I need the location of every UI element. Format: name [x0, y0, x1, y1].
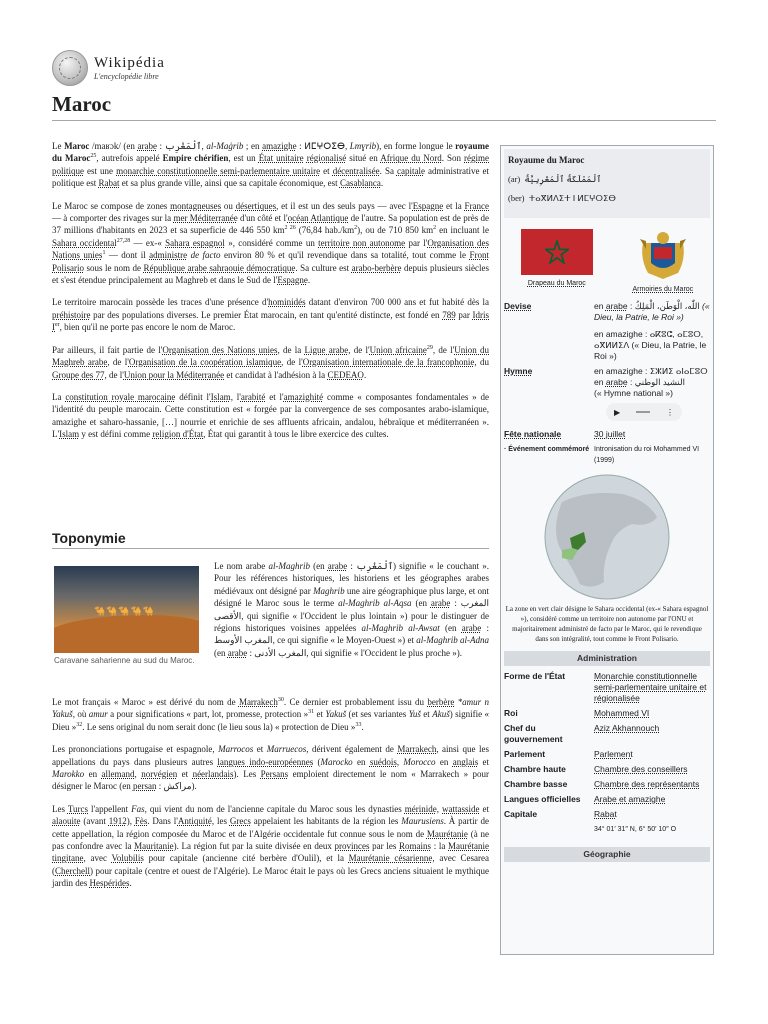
article-link[interactable]: 789: [442, 309, 456, 320]
article-link[interactable]: arabe: [430, 598, 451, 609]
volume-slider[interactable]: [636, 411, 650, 413]
infobox-row-label: Roi: [504, 708, 518, 718]
infobox-row: [501, 721, 713, 747]
article-link[interactable]: Maurétanie césarienne: [348, 853, 433, 864]
article-link[interactable]: amazighe: [262, 141, 297, 151]
wikipedia-logo[interactable]: [52, 50, 165, 86]
article-link[interactable]: persan: [132, 781, 157, 792]
article-link[interactable]: Marrakech: [238, 697, 278, 707]
article-link[interactable]: monarchie constitutionnelle semi-parlementaire unitaire: [116, 165, 321, 176]
coat-figure[interactable]: [632, 229, 693, 295]
article-link[interactable]: Antiquité: [177, 816, 212, 827]
article-link[interactable]: administre: [149, 250, 188, 261]
intro-paragraph-5: La constitution royale marocaine définit l'Islam, l'arabité et l'amazighité comme « composantes fondamentales » de l'identité du peuple marocain. Cette constitution est « forgée par la convergence de ses composantes arabo-islamique, amazighe et saharo-hassanie, […] nourrie et enrichie de ses affluents africain, andalou, hébraïque et méditerranéen ». L'Islam y est défini comme religion d'État, État qui garantit à tous le libre exercice des cultes.: [52, 391, 489, 440]
intro-section: [52, 140, 489, 451]
infobox-row-value[interactable]: Chambre des conseillers: [594, 764, 688, 774]
toponymie-paragraph-3: Les prononciations portugaise et espagnole, Marrocos et Marruecos, dérivent également de Marrakech, ainsi que les appellations du pays dans plusieurs autres langues indo-européennes (Marocko en suédois, Morocco en anglais et Marokko en allemand, norvégien et néerlandais). Les Persans emploient directement le nom « Marrakech » pour désigner le Maroc (en persan : مراکش).: [52, 744, 490, 792]
infobox-header: [504, 149, 710, 218]
devise-arabic-link[interactable]: arabe: [605, 301, 628, 311]
section-divider: [52, 548, 489, 549]
hymne-row: [501, 364, 713, 427]
fete-value[interactable]: 30 juillet: [594, 429, 626, 439]
article-link[interactable]: Espagne: [277, 275, 308, 286]
article-link[interactable]: Islam: [59, 429, 80, 440]
title-divider: [52, 120, 716, 121]
infobox-row-label: Capitale: [504, 809, 538, 819]
article-link[interactable]: Grecs: [229, 816, 251, 827]
hymne-berber: en amazighe : ⵉⵣⵍⵉ ⴰⵏⴰⵎⵓⵔ: [594, 366, 708, 376]
article-link[interactable]: océan Atlantique: [287, 213, 349, 224]
article-link[interactable]: Maurétanie tingitane: [52, 841, 490, 864]
article-link[interactable]: Persans: [260, 769, 289, 780]
toponymie-paragraph-1-block: [214, 560, 489, 659]
article-link[interactable]: Cherchell: [55, 865, 90, 876]
article-link[interactable]: Romains: [399, 841, 432, 852]
devise-arabic: en arabe : اللّٰه، الْوَطَن، الْمَلِكُ (« Dieu, la Patrie, le Roi »): [594, 301, 710, 322]
hymne-arabic: en arabe : النشيد الوطني: [594, 377, 685, 387]
coat-of-arms-icon[interactable]: [638, 229, 688, 281]
infobox-country-name: Royaume du Maroc: [508, 155, 585, 165]
article-link[interactable]: Islam: [210, 391, 231, 402]
article-link[interactable]: Afrique du Nord: [380, 153, 442, 164]
article-link[interactable]: Rabat: [98, 178, 120, 189]
article-link[interactable]: Volubilis: [111, 853, 144, 864]
hymne-label[interactable]: Hymne: [504, 366, 533, 376]
flag-caption[interactable]: Drapeau du Maroc: [527, 280, 586, 287]
article-link[interactable]: Organisation de la coopération islamique: [128, 357, 282, 368]
article-link[interactable]: Casablanca: [339, 178, 381, 189]
flag-image[interactable]: [521, 229, 593, 275]
coordinates[interactable]: 34° 01′ 31″ N, 6° 50′ 10″ O: [594, 826, 677, 833]
article-link[interactable]: arabe: [327, 561, 348, 571]
article-link[interactable]: arabe: [137, 141, 157, 151]
infobox-row-label: Langues officielles: [504, 794, 581, 804]
reference-marker[interactable]: 25: [90, 153, 97, 160]
article-link[interactable]: norvégien: [141, 769, 178, 780]
section-heading-toponymie: Toponymie: [52, 530, 126, 546]
infobox-row-value[interactable]: Aziz Akhannouch: [594, 723, 660, 733]
article-link[interactable]: anglais: [452, 756, 479, 767]
page-title: Maroc: [52, 92, 112, 116]
intro-paragraph-3: Le territoire marocain possède les traces d'une présence d'hominidés datant d'environ 700 000 ans et fut habité dès la préhistoire par des populations diverses. Le premier État marocain, en tant qu'entité distincte, est fondé en 789 par Idris Ier, bien qu'il ne porte pas encore le nom de Maroc.: [52, 297, 489, 333]
infobox-row-label: Chambre basse: [504, 779, 568, 789]
infobox-row-value[interactable]: Rabat: [594, 809, 617, 819]
camel-caravan-icon: 🐪🐪🐪🐪🐪: [94, 606, 156, 616]
toponymie-section: [52, 696, 489, 900]
reference-marker[interactable]: er: [55, 322, 60, 329]
pentagram-icon: [545, 240, 569, 264]
evenement-label: · Événement commémoré: [504, 446, 590, 453]
article-link[interactable]: montagneuses: [170, 200, 222, 211]
article-link[interactable]: religion d'État: [152, 429, 204, 440]
coat-caption[interactable]: Armoiries du Maroc: [632, 286, 694, 293]
article-link[interactable]: berbère: [427, 697, 455, 707]
article-link[interactable]: Organisation internationale de la francophonie: [302, 357, 475, 368]
article-link[interactable]: amazighité: [283, 391, 324, 402]
hymne-arabic-link[interactable]: arabe: [605, 377, 628, 387]
article-link[interactable]: République arabe sahraouie démocratique: [143, 262, 296, 273]
article-link[interactable]: mer Méditerranée: [173, 213, 238, 224]
infobox-row-value[interactable]: Parlement: [594, 749, 633, 759]
article-link[interactable]: régime politique: [52, 153, 489, 176]
evenement-row: [501, 442, 713, 468]
article-link[interactable]: Marrakech: [397, 744, 437, 755]
infobox-row: [501, 807, 713, 822]
intro-paragraph-2: Le Maroc se compose de zones montagneuses ou désertiques, et il est un des seuls pays — avec l'Espagne et la France — à comporter des rivages sur la mer Méditerranée d'un côté et l'océan Atlantique de l'autre. Sa population est de près de 37 millions d'habitants en 2023 et sa superficie de 446 550 $km^{2 26}$ (76,84 $hab./km^2$), ou de 710 850 $km^2$ en incluant le Sahara occidental$^{27,28}$ — ex-« Sahara espagnol », considéré comme un territoire non autonome par l'Organisation des Nations unies$^1$ — dont il administre de facto environ 80 % et qu'il revendique dans sa totalité, tout comme le Front Polisario sous le nom de République arabe sahraouie démocratique. Sa culture est arabo-berbère depuis plusieurs siècles et s'est étendue principalement au Maghreb et dans le Sud de l'Espagne.: [52, 200, 490, 286]
reference-marker[interactable]: 1: [102, 250, 106, 257]
infobox-row: [501, 762, 713, 777]
article-link[interactable]: Front Polisario: [52, 250, 489, 273]
article-link[interactable]: néerlandais: [192, 769, 234, 780]
reference-marker[interactable]: 27,28: [116, 237, 131, 244]
article-link[interactable]: allemand: [101, 769, 135, 780]
fete-row: [501, 427, 713, 442]
infobox-row-value[interactable]: Arabe et amazighe: [594, 794, 666, 804]
toponymie-paragraph-4: Les Turcs l'appellent Fas, qui vient du nom de l'ancienne capitale du Maroc sous les dynasties mérinide, wattasside et alaouite (avant 1912), Fès. Dans l'Antiquité, les Grecs appelaient les habitants de la région les Maurusiens. À partir de cette appellation, la région composée du Maroc et de l'Algérie occidentale fut connue sous le nom de Maurétanie (à ne pas confondre avec la Mauritanie). La région fut par la suite divisée en deux provinces par les Romains : la Maurétanie tingitane, avec Volubilis pour capitale (ancienne cité berbère d'Oulil), et la Maurétanie césarienne, avec Cesarea (Cherchell) pour capitale (centre et ouest de l'Algérie). Le Maroc était le pays où les Grecs anciens situaient le mythique jardin des Hespérides.: [52, 803, 490, 889]
play-icon[interactable]: ▶: [613, 407, 621, 417]
infobox: [500, 145, 714, 955]
article-link[interactable]: régionalisé: [306, 153, 347, 164]
article-link[interactable]: État unitaire: [258, 153, 304, 164]
article-link[interactable]: Union pour la Méditerranée: [123, 369, 225, 380]
logo-name: Wikipédia: [94, 54, 165, 71]
infobox-row: [501, 792, 713, 807]
caravan-image[interactable]: [54, 566, 199, 653]
infobox-name-arabic: (ar) ٱلْمَمْلَكَةُ ٱلْمَغْرِبِيَّةُ: [508, 174, 602, 184]
article-link[interactable]: Organisation des Nations unies: [162, 344, 278, 355]
article-link[interactable]: Organisation des Nations unies: [52, 237, 489, 261]
article-link[interactable]: alaouite: [52, 816, 81, 827]
wikipedia-globe-icon: [52, 50, 88, 86]
coordinates-row: [501, 822, 713, 837]
article-link[interactable]: Sahara occidental: [52, 237, 117, 248]
article-link[interactable]: mérinide: [404, 803, 437, 814]
infobox-row-label: Forme de l'État: [504, 671, 566, 681]
reference-marker[interactable]: 2: [433, 225, 437, 232]
thumbnail-caption: Caravane saharienne au sud du Maroc.: [54, 656, 195, 665]
toponymie-paragraph-2: Le mot français « Maroc » est dérivé du nom de Marrakech$^{30}$. Ce dernier est probablement issu du berbère *amur n Yakuš, où amur a pour significations « part, lot, promesse, protection »$^{31}$ et Yakuš (et ses variantes Yuš et Akuš) signifie « Dieu »$^{32}$. Le sens original du nom serait donc (le lieu sous la) « protection de Dieu »$^{33}$.: [52, 697, 490, 732]
infobox-name-berber: (ber) ⵜⴰⴳⵍⴷⵉⵜ ⵏ ⵍⵎⵖⵔⵉⴱ: [508, 193, 616, 203]
infobox-row-value[interactable]: Chambre des représentants: [594, 779, 700, 789]
article-link[interactable]: arabe: [461, 623, 482, 634]
article-link[interactable]: arabe: [227, 647, 248, 658]
infobox-row-label: Chambre haute: [504, 764, 566, 774]
hymne-name[interactable]: (« Hymne national »): [594, 388, 673, 398]
article-link[interactable]: suédois: [369, 756, 397, 767]
audio-player[interactable]: [606, 403, 682, 421]
intro-paragraph-1: Le Maroc /maʁɔk/ (en arabe : ٱلْمَغْرِب, al-Maġrib ; en amazighe : ⵍⵎⵖⵔⵉⴱ, Lmɣrib), en forme longue le royaume du Maroc$^{25}$, autrefois appelé Empire chérifien, est un État unitaire régionalisé situé en Afrique du Nord. Son régime politique est une monarchie constitutionnelle semi-parlementaire unitaire et décentralisée. Sa capitale administrative et politique est Rabat et sa plus grande ville, ainsi que sa capitale économique, est Casablanca.: [52, 141, 489, 189]
devise-berber: en amazighe : ⴰⴽⵓⵛ, ⴰⵎⵓⵔ, ⴰⴳⵍⵍⵉⴷ (« Dieu, la Patrie, le Roi »): [594, 329, 707, 361]
article-link[interactable]: 1912: [108, 816, 127, 827]
article-link[interactable]: hominidés: [268, 297, 306, 308]
fete-label[interactable]: Fête nationale: [504, 429, 562, 439]
article-link[interactable]: Hespérides: [89, 878, 130, 889]
toponymie-paragraph-1: Le nom arabe al-Maghrib (en arabe : ٱلْمَغْرِب) signifie « le couchant ». Pour les références historiques, les historiens et les géographes arabes médiévaux ont désigné par Maghrib une aire géographique plus large, et ont désigné le Maroc sous le terme al-Maghrib al-Aqsa (en arabe : المغرب الأقصى, qui signifie « l'Occident le plus lointain ») pour le distinguer de régions historiques voisines appelées al-Maghrib al-Awsat (en arabe : المغرب الأوسط, ce qui signifie « le Moyen-Ouest ») et al-Maghrib al-Adna (en arabe : المغرب الأدنى, qui signifie « l'Occident le plus proche »).: [214, 561, 489, 658]
article-link[interactable]: Groupe des 77: [52, 369, 105, 380]
geographie-header: Géographie: [504, 847, 710, 862]
infobox-row-label: Chef du gouvernement: [504, 723, 563, 744]
article-link[interactable]: préhistoire: [52, 309, 91, 320]
article-link[interactable]: Fès: [134, 816, 148, 827]
infobox-row: [501, 706, 713, 721]
article-link[interactable]: France: [464, 200, 490, 211]
article-link[interactable]: Maurétanie: [426, 828, 468, 839]
orthographic-map[interactable]: [532, 472, 682, 602]
intro-paragraph-4: Par ailleurs, il fait partie de l'Organisation des Nations unies, de la Ligue arabe, de l'Union africaine$^{29}$, de l'Union du Maghreb arabe, de l'Organisation de la coopération islamique, de l'Organisation internationale de la francophonie, du Groupe des 77, de l'Union pour la Méditerranée et candidat à l'adhésion à la CEDEAO.: [52, 344, 489, 380]
reference-marker[interactable]: 33: [355, 721, 362, 728]
evenement-value: Intronisation du roi Mohammed VI (1999): [594, 446, 700, 464]
infobox-row: [501, 777, 713, 792]
infobox-row-value[interactable]: Mohammed VI: [594, 708, 650, 718]
infobox-row-value[interactable]: Monarchie constitutionnelle semi-parlementaire unitaire et régionalisée: [594, 671, 707, 703]
article-link[interactable]: décentralisée: [332, 165, 380, 176]
reference-marker[interactable]: 2 26: [284, 225, 296, 232]
map-caption: La zone en vert clair désigne le Sahara occidental (ex-« Sahara espagnol »), considéré comme un territoire non autonome par l'ONU et majoritairement administré de facto par le Maroc, qui le revendique dans son intégralité, tout comme le Front Polisario.: [505, 605, 709, 643]
reference-marker[interactable]: 30: [277, 697, 284, 703]
devise-row: [501, 299, 713, 364]
reference-marker[interactable]: 32: [76, 721, 83, 728]
article-link[interactable]: Ligue arabe: [304, 344, 349, 355]
more-options-icon[interactable]: ⋮: [666, 407, 674, 417]
article-link[interactable]: Turcs: [67, 803, 89, 814]
article-link[interactable]: CEDEAO: [327, 369, 364, 380]
infobox-row: [501, 747, 713, 762]
reference-marker[interactable]: 29: [426, 344, 433, 351]
article-link[interactable]: Union du Maghreb arabe: [52, 344, 489, 368]
article-link[interactable]: capitale: [396, 165, 425, 176]
article-link[interactable]: arabo-berbère: [351, 262, 402, 273]
article-link[interactable]: Sahara espagnol: [165, 237, 225, 248]
article-link[interactable]: Union africaine: [369, 344, 427, 355]
reference-marker[interactable]: 31: [308, 709, 315, 716]
article-link[interactable]: arabité: [240, 391, 266, 402]
article-link[interactable]: Mauritanie: [134, 841, 174, 852]
article-link[interactable]: wattasside: [442, 803, 480, 814]
infobox-row-label: Parlement: [504, 749, 546, 759]
devise-label[interactable]: Devise: [504, 301, 532, 311]
article-link[interactable]: Idris I: [52, 309, 489, 333]
article-link[interactable]: langues indo-européennes: [217, 756, 314, 767]
article-link[interactable]: désertiques: [235, 200, 277, 211]
reference-marker[interactable]: 2: [354, 225, 358, 232]
infobox-row: [501, 669, 713, 706]
caravan-thumbnail[interactable]: [54, 566, 199, 666]
article-link[interactable]: Espagne: [412, 200, 444, 211]
article-link[interactable]: provinces: [334, 841, 370, 852]
administration-header: Administration: [504, 651, 710, 666]
article-link[interactable]: constitution royale marocaine: [65, 391, 176, 402]
flag-figure[interactable]: [521, 229, 593, 295]
article-link[interactable]: territoire non autonome: [318, 237, 406, 248]
logo-tagline: L'encyclopédie libre: [94, 71, 159, 81]
